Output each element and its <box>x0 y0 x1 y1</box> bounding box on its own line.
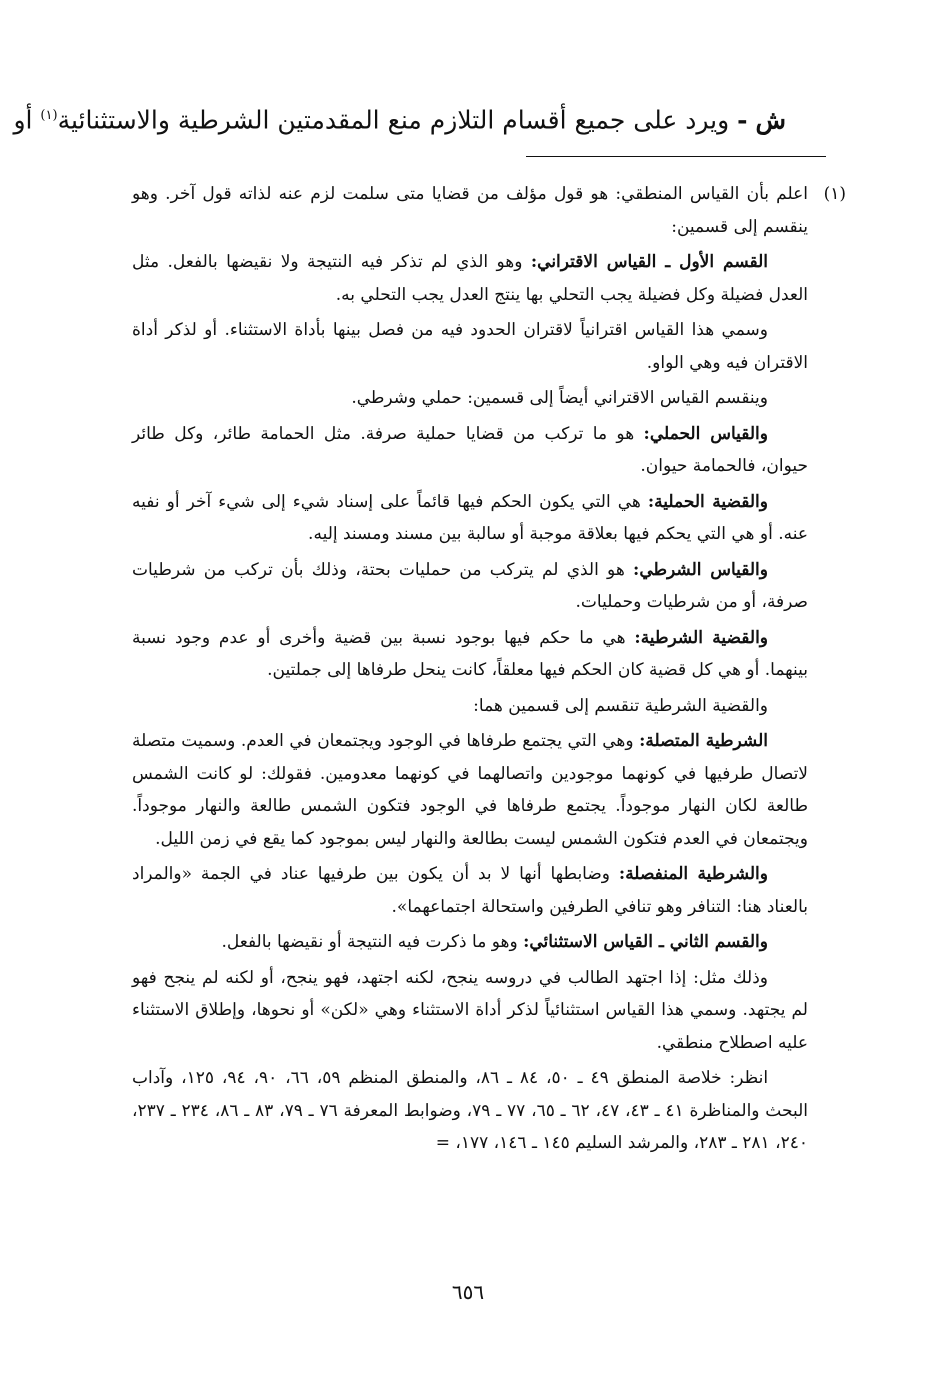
footnote-paragraph: اعلم بأن القياس المنطقي: هو قول مؤلف من قضايا متى سلمت لزم عنه لذاته قول آخر. وهو ينقسم إلى قسمين: <box>132 184 808 237</box>
footnote-body <box>132 178 808 1163</box>
footnote-paragraph: والقضية الشرطية: هي ما حكم فيها بوجود نسبة بين قضية وأخرى أو عدم وجود نسبة بينهما. أو هي كل قضية كان الحكم فيها معلقاً، كانت ينحل طرفاها إلى جملتين. <box>132 627 808 680</box>
footnote-paragraph: والقضية الحملية: هي التي يكون الحكم فيها قائماً على إسناد شيء إلى شيء آخر أو نفيه عنه. أو هي التي يحكم فيها بعلاقة موجبة أو سالبة بين مسند ومسند إليه. <box>132 491 808 544</box>
footnote-number: (١) <box>823 184 846 204</box>
footnote-paragraph: والقياس الشرطي: هو الذي لم يتركب من حمليات بحتة، وذلك بأن تركب من شرطيات صرفة، أو من شرطيات وحمليات. <box>132 559 808 612</box>
footnote-paragraph: وسمي هذا القياس اقترانياً لاقتران الحدود فيه من فصل بينها بأداة الاستثناء. أو لذكر أداة الاقتران فيه وهي الواو. <box>132 320 808 373</box>
footnote-paragraph: القسم الأول ـ القياس الاقتراني: وهو الذي لم تذكر فيه النتيجة ولا نقيضها بالفعل. مثل العدل فضيلة وكل فضيلة يجب التحلي بها ينتج العدل يجب التحلي به. <box>132 252 808 305</box>
footnote-separator <box>526 156 826 157</box>
main-text-line <box>13 96 786 140</box>
footnote-paragraph: وينقسم القياس الاقتراني أيضاً إلى قسمين: حملي وشرطي. <box>351 388 768 408</box>
header-dash: - <box>737 105 748 135</box>
footnote-paragraph: والشرطية المنفصلة: وضابطها أنها لا بد أن يكون بين طرفيها عناد في الجمة «والمراد بالعناد هنا: التنافر وهو تنافي الطرفين واستحالة اجتماعهما». <box>132 864 808 917</box>
footnote-reference[interactable]: (١) <box>40 108 58 123</box>
page-number: ٦٥٦ <box>451 1280 485 1304</box>
footnote-paragraph: والقسم الثاني ـ القياس الاستثنائي: وهو ما ذكرت فيه النتيجة أو نقيضها بالفعل. <box>221 932 768 952</box>
footnote-paragraph: الشرطية المتصلة: وهي التي يجتمع طرفاها في الوجود ويجتمعان في العدم. وسميت متصلة لاتصال طرفيها في كونهما موجودين واتصالهما في كونهما معدومين. فقولك: لو كانت الشمس طالعة لكان النهار موجوداً. يجتمع طرفاها في الوجود فتكون الشمس طالعة والنهار موجوداً. ويجتمعان في العدم فتكون الشمس ليست بطالعة والنهار ليس بموجود كما يقع في زمن الليل. <box>132 731 808 849</box>
main-text: ويرد على جميع أقسام التلازم منع المقدمتين الشرطية والاستثنائية <box>57 105 730 135</box>
footnote-paragraph: والقياس الحملي: هو ما تركب من قضايا حملية صرفة. مثل الحمامة طائر، وكل طائر حيوان، فالحمامة حيوان. <box>132 423 808 476</box>
main-text-tail: أو <box>13 105 33 135</box>
footnote-paragraph: والقضية الشرطية تنقسم إلى قسمين هما: <box>473 695 768 716</box>
sharh-marker: ش <box>755 105 786 135</box>
footnote-references: انظر: خلاصة المنطق ٤٩ ـ ٥٠، ٨٤ ـ ٨٦، والمنطق المنظم ٥٩، ٦٦، ٩٠، ٩٤، ١٢٥، وآداب البحث والمناظرة ٤١ ـ ٤٣، ٤٧، ٦٢ ـ ٦٥، ٧٧ ـ ٧٩، وضوابط المعرفة ٧٦ ـ ٧٩، ٨٣ ـ ٨٦، ٢٣٤ ـ ٢٣٧، ٢٤٠، ٢٨١ ـ ٢٨٣، والمرشد السليم ١٤٥ ـ ١٤٦، ١٧٧، = <box>132 1068 809 1153</box>
footnote-paragraph: وذلك مثل: إذا اجتهد الطالب في دروسه ينجح، لكنه اجتهد، فهو ينجح، أو لكنه لم ينجح فهو لم يجتهد. وسمي هذا القياس استثنائياً لذكر أداة الاستثناء وهي «لكن» أو نحوها، وإطلاق الاستثناء عليه اصطلاح منطقي. <box>132 967 808 1053</box>
